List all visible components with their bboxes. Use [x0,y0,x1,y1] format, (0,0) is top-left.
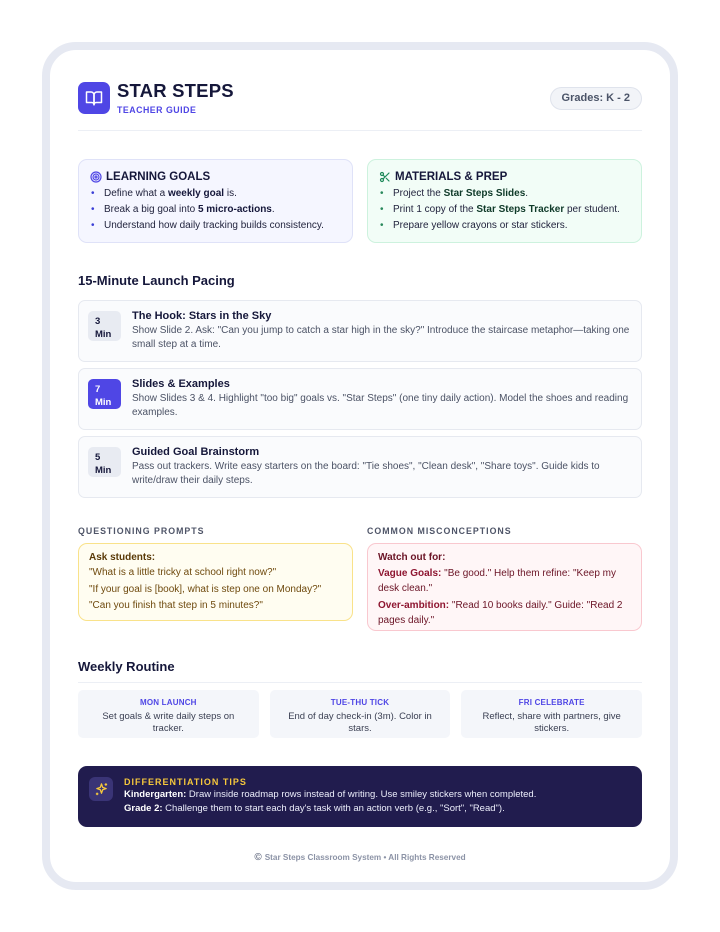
routine-title: Weekly Routine [78,659,175,674]
misconception-item: Over-ambition: "Read 10 books daily." Guide: "Read 2 pages daily." [378,600,623,626]
routine-text: Reflect, share with partners, give stickers. [482,711,621,734]
misconceptions-box [367,543,642,631]
prompt-line: "If your goal is [book], what is step one on Monday?" [89,583,322,595]
goal-item: • Break a big goal into 5 micro-actions. [90,202,342,218]
footer [78,852,642,863]
routine-card [78,690,259,738]
prompt-line: "What is a little tricky at school right now?" [89,567,277,578]
step-title: Guided Goal Brainstorm [132,446,260,458]
routine-text: End of day check-in (3m). Color in stars. [288,711,432,734]
step-title: Slides & Examples [132,378,230,390]
step-description: Show Slide 2. Ask: "Can you jump to catch a star high in the sky?" Introduce the staircase metaphor—taking one small step at a time. [132,325,630,350]
step-description: Pass out trackers. Write easy starters on the board: "Tie shoes", "Clean desk", "Share toys". Guide kids to write/draw their daily steps. [132,461,600,486]
pacing-list [78,300,642,498]
page-title: STAR STEPS [117,80,234,101]
material-item: • Print 1 copy of the Star Steps Tracker per student. [379,202,631,218]
learning-goals-box [78,159,353,243]
misconceptions-heading: Watch out for: [378,552,446,563]
footer-text: Star Steps Classroom System • All Rights Reserved [264,853,466,862]
routine-day-label: MON LAUNCH [140,698,197,707]
routine-card [461,690,642,738]
step-title: The Hook: Stars in the Sky [132,310,272,322]
weekly-routine [78,690,642,738]
page-frame [42,42,678,890]
step-duration-badge: 5 Min [88,447,121,477]
prompts-label: QUESTIONING PROMPTS [78,526,205,536]
pacing-title: 15-Minute Launch Pacing [78,273,235,288]
header [78,80,642,116]
material-item: • Project the Star Steps Slides. [379,186,631,202]
questioning-prompts-box [78,543,353,621]
copyright-icon: © [254,852,262,863]
misconception-item: Vague Goals: "Be good." Help them refine: "Keep my desk clean." [378,568,616,594]
step-duration-badge: 3 Min [88,311,121,341]
material-item: • Prepare yellow crayons or star stickers. [379,218,631,234]
misconceptions-label: COMMON MISCONCEPTIONS [367,526,512,536]
step-description: Show Slides 3 & 4. Highlight "too big" goals vs. "Star Steps" (one tiny daily action). Model the shoes and reading examples. [132,393,629,418]
routine-text: Set goals & write daily steps on tracker. [102,711,235,734]
sparkles-icon [89,777,113,801]
prompt-line: "Can you finish that step in 5 minutes?" [89,600,263,611]
goal-item: • Define what a weekly goal is. [90,186,342,202]
scissors-icon [379,171,391,183]
header-divider [78,130,642,131]
pacing-step [78,368,642,430]
target-icon [90,171,102,183]
tips-heading: DIFFERENTIATION TIPS [124,777,247,787]
book-icon [78,82,110,114]
routine-day-label: TUE-THU TICK [330,698,390,707]
page-subtitle: TEACHER GUIDE [117,105,197,115]
tip-item: Grade 2: Challenge them to start each day's task with an action verb (e.g., "Sort", "Read"). [124,803,505,814]
goal-item: • Understand how daily tracking builds consistency. [90,218,342,234]
grade-badge: Grades: K - 2 [550,87,642,110]
prompts-heading: Ask students: [89,552,156,563]
materials-box [367,159,642,243]
materials-heading: MATERIALS & PREP [395,171,508,183]
differentiation-tips [78,766,642,827]
pacing-step [78,436,642,498]
guide-content [78,80,642,863]
routine-divider [78,682,642,683]
learning-goals-heading: LEARNING GOALS [106,171,211,183]
routine-card [270,690,451,738]
step-duration-badge: 7 Min [88,379,121,409]
routine-day-label: FRI CELEBRATE [518,698,585,707]
tip-item: Kindergarten: Draw inside roadmap rows instead of writing. Use smiley stickers when completed. [124,789,537,800]
pacing-step [78,300,642,362]
